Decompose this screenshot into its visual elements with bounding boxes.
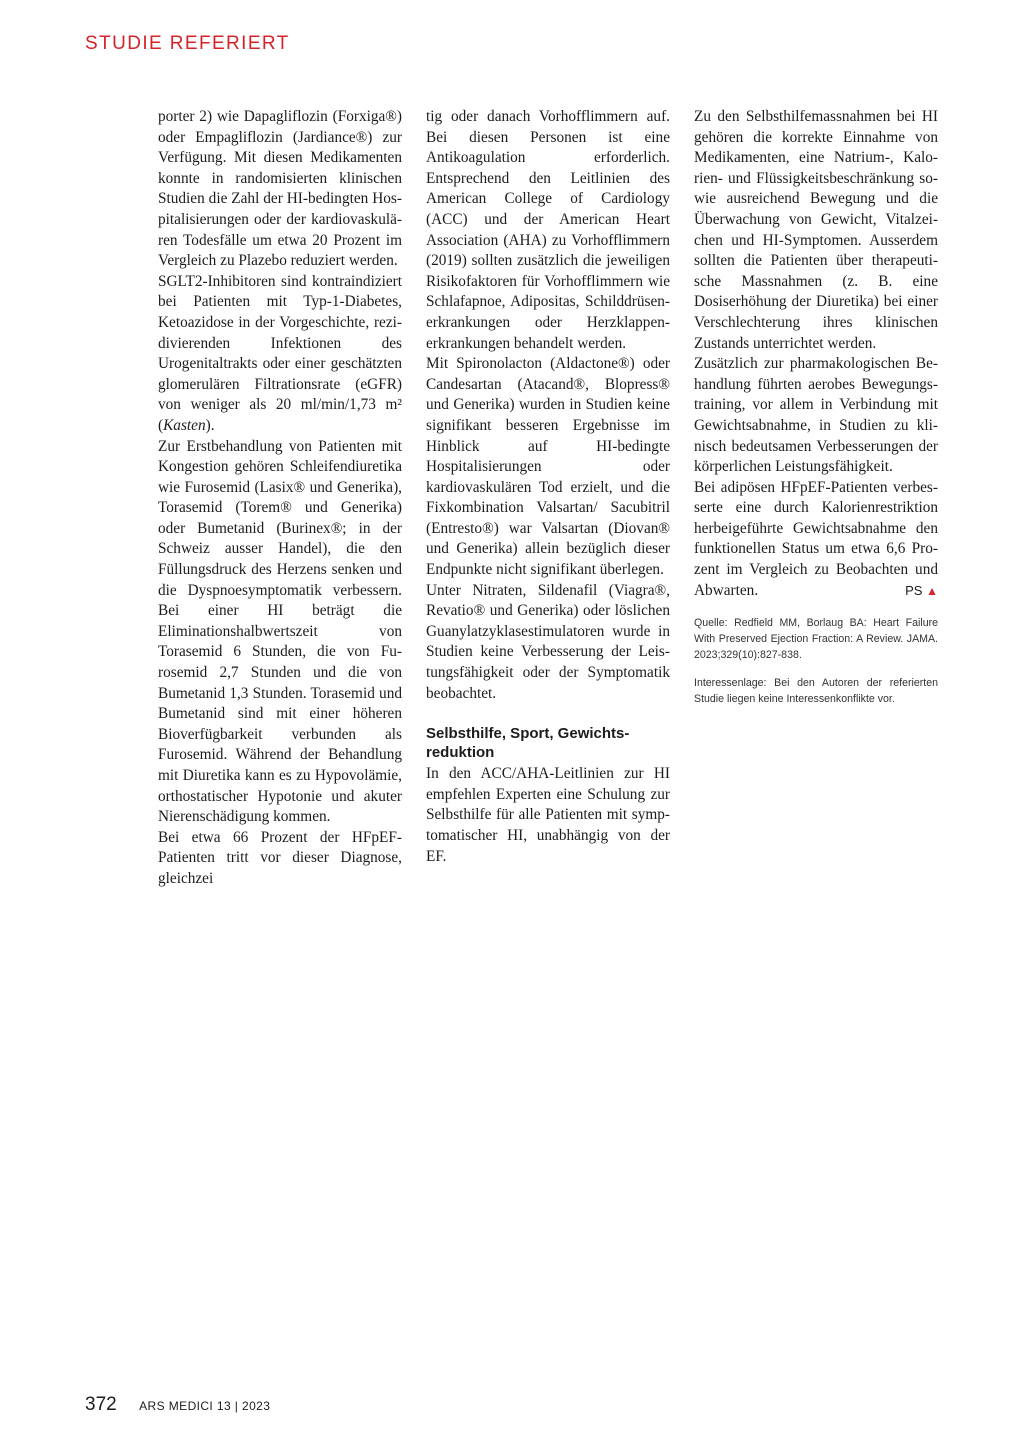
paragraph	[158, 272, 402, 437]
author-signature	[905, 581, 938, 602]
section-heading: STUDIE REFERIERT	[85, 33, 290, 54]
author-initials: PS	[905, 582, 923, 598]
source-note: Quelle: Redfield MM, Borlaug BA: Heart Failure With Preserved Ejection Fraction: A Review. JAMA. 2023;329(10):827-838.	[694, 617, 938, 662]
paragraph	[694, 478, 938, 602]
paragraph: Zu den Selbsthilfemassnahmen bei HI gehören die korrekte Einnahme von Medikamenten, eine Natrium-, Kalorien- und Flüssigkeitsbeschränkung sowie ausreichend Bewegung und die Überwachung von Gewicht, Vitalzeichen und HI-Symptomen. Ausserdem sollten die Patienten über therapeutische Massnahmen (z. B. eine Dosiserhöhung der Diuretika) bei einer Verschlechterung ihres klinischen Zustands unterrichtet werden.	[694, 108, 938, 352]
subheading: Selbsthilfe, Sport, Gewichtsreduktion	[426, 725, 630, 762]
paragraph-text: Bei adipösen HFpEF-Patienten verbesserte eine durch Kalorienrestriktion herbeigeführte Gewichtsabnahme den funktionellen Status um etwa 6,6 Prozent im Vergleich zu Beobachten und Abwarten.	[694, 478, 938, 599]
paragraph: In den ACC/AHA-Leitlinien zur HI empfehlen Experten eine Schulung zur Selbsthilfe für alle Patienten mit symptomatischer HI, unabhängig von der EF.	[426, 765, 670, 865]
text-column-2	[426, 107, 670, 867]
paragraph: Mit Spironolacton (Aldactone®) oder Candesartan (Atacand®, Blopress® und Generika) wurden in Studien keine signifikant besseren Ergebnisse im Hinblick auf HI-bedingte Hospitalisierungen oder kardiovaskulären Tod erzielt, und die Fixkombination Valsartan/ Sacubitril (Entresto®) war Valsartan (Diovan® und Generika) allein bezüglich dieser Endpunkte nicht signifikant überlegen.	[426, 355, 670, 579]
paragraph: Zur Erstbehandlung von Patienten mit Kongestion gehören Schleifendiuretika wie Furosemid (Lasix® und Generika), Torasemid (Torem® und Generika) oder Bumetanid (Burinex®; in der Schweiz ausser Handel), die den Füllungsdruck des Herzens senken und die Dyspnoesymptomatik verbessern. Bei einer HI beträgt die Eliminationshalbwertszeit von Torasemid 6 Stunden, die von Furosemid 2,7 Stunden und die von Bumetanid 1,3 Stunden. Torasemid und Bumetanid sind mit einer höheren Bioverfügbarkeit verbunden als Furosemid. Während der Behandlung mit Diuretika kann es zu Hypovolämie, orthostatischer Hypotonie und akuter Nierenschädigung kommen.	[158, 437, 402, 826]
interest-note: Interessenlage: Bei den Autoren der referierten Studie liegen keine Interessenkonflikte vor.	[694, 677, 938, 706]
paragraph-end: ).	[205, 416, 215, 434]
paragraph-text: SGLT2-Inhibitoren sind kontraindiziert bei Patienten mit Typ-1-Diabetes, Ketoazidose in der Vorgeschichte, rezidivierenden Infektionen des Urogenitaltrakts oder einer geschätzten glomerulären Filtrationsrate (eGFR) von weniger als 20 ml/min/1,73 m² (	[158, 272, 402, 434]
paragraph: Unter Nitraten, Sildenafil (Viagra®, Revatio® und Generika) oder löslichen Guanylatzyklasestimulatoren wurde in Studien keine Verbesserung der Leistungsfähigkeit oder der Symptomatik beobachtet.	[426, 581, 670, 702]
paragraph: porter 2) wie Dapagliflozin (Forxiga®) oder Empagliflozin (Jardiance®) zur Verfügung. Mit diesen Medikamenten konnte in randomisierten klinischen Studien die Zahl der HI-bedingten Hospitalisierungen oder der kardiovaskulären Todesfälle um etwa 20 Prozent im Vergleich zu Plazebo reduziert werden.	[158, 108, 402, 270]
text-column-1	[158, 107, 402, 890]
text-column-3	[694, 107, 938, 707]
paragraph: tig oder danach Vorhofflimmern auf. Bei diesen Personen ist eine Antikoagulation erforderlich. Entsprechend den Leitlinien des American College of Cardiology (ACC) und der American Heart Association (AHA) zu Vorhofflimmern (2019) sollten zusätzlich die jeweiligen Risikofaktoren für Vorhofflimmern wie Schlafapnoe, Adipositas, Schilddrüsenerkrankungen oder Herzklappenerkrankungen behandelt werden.	[426, 108, 670, 352]
paragraph: Zusätzlich zur pharmakologischen Behandlung führten aerobes Bewegungstraining, vor allem in Verbindung mit Gewichtsabnahme, in Studien zu klinisch bedeutsamen Verbesserungen der körperlichen Leistungsfähigkeit.	[694, 355, 938, 476]
page-number: 372	[85, 1394, 117, 1415]
box-reference: Kasten	[163, 416, 206, 434]
journal-issue: ARS MEDICI 13 | 2023	[139, 1399, 271, 1413]
paragraph: Bei etwa 66 Prozent der HFpEF-Patienten tritt vor dieser Diagnose, gleichzei	[158, 828, 402, 887]
page-footer	[85, 1394, 270, 1416]
end-triangle-icon: ▲	[926, 583, 938, 598]
